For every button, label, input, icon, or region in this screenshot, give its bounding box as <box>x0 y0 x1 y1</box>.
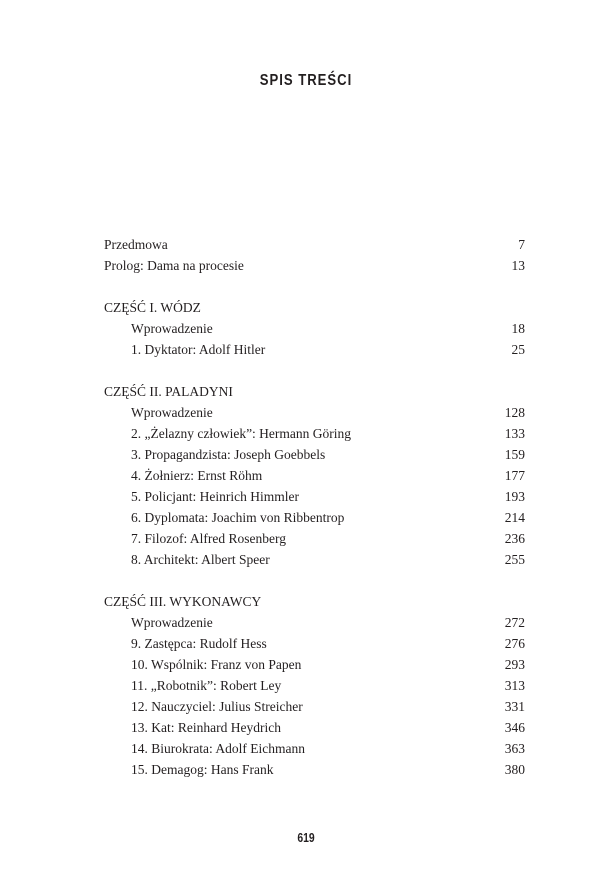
spacer <box>104 360 525 381</box>
toc-entry-label: 8. Architekt: Albert Speer <box>131 552 270 567</box>
table-of-contents <box>104 234 525 780</box>
toc-entry-label: 7. Filozof: Alfred Rosenberg <box>131 531 286 546</box>
toc-entry[interactable] <box>104 654 525 675</box>
toc-entry[interactable] <box>104 759 525 780</box>
toc-entry-page: 346 <box>504 720 525 735</box>
toc-entry-page: 25 <box>511 342 525 357</box>
part-heading-label: CZĘŚĆ I. WÓDZ <box>104 300 201 315</box>
toc-entry[interactable] <box>104 444 525 465</box>
toc-entry[interactable] <box>104 549 525 570</box>
toc-entry[interactable] <box>104 528 525 549</box>
toc-entry-label: 11. „Robotnik”: Robert Ley <box>131 678 282 693</box>
toc-entry-page: 272 <box>504 615 525 630</box>
toc-entry-label: Prolog: Dama na procesie <box>104 258 244 273</box>
toc-entry-label: Wprowadzenie <box>131 405 213 420</box>
toc-entry[interactable] <box>104 507 525 528</box>
toc-entry-label: 13. Kat: Reinhard Heydrich <box>131 720 281 735</box>
toc-entry-label: 15. Demagog: Hans Frank <box>131 762 274 777</box>
page-number: 619 <box>297 830 315 845</box>
toc-entry-label: 2. „Żelazny człowiek”: Hermann Göring <box>131 426 352 441</box>
toc-entry-label: Wprowadzenie <box>131 321 213 336</box>
part-heading-label: CZĘŚĆ II. PALADYNI <box>104 384 233 399</box>
toc-entry-label: 4. Żołnierz: Ernst Röhm <box>131 468 263 483</box>
toc-entry-page: 193 <box>504 489 525 504</box>
toc-entry-page: 331 <box>504 699 525 714</box>
spacer <box>104 276 525 297</box>
toc-entry-label: 10. Wspólnik: Franz von Papen <box>131 657 302 672</box>
toc-entry-page: 313 <box>504 678 525 693</box>
toc-entry-page: 128 <box>504 405 525 420</box>
toc-entry-label: Wprowadzenie <box>131 615 213 630</box>
toc-entry-page: 276 <box>504 636 525 651</box>
toc-entry-page: 214 <box>504 510 525 525</box>
toc-entry-page: 13 <box>511 258 525 273</box>
toc-entry[interactable] <box>104 318 525 339</box>
part-heading[interactable] <box>104 297 525 318</box>
toc-entry-page: 7 <box>518 237 525 252</box>
toc-entry-page: 18 <box>511 321 525 336</box>
toc-entry-page: 177 <box>504 468 525 483</box>
toc-entry[interactable] <box>104 465 525 486</box>
toc-entry[interactable] <box>104 255 525 276</box>
toc-entry-page: 293 <box>504 657 525 672</box>
toc-entry-page: 236 <box>504 531 525 546</box>
toc-entry[interactable] <box>104 486 525 507</box>
toc-entry-page: 380 <box>504 762 525 777</box>
toc-entry[interactable] <box>104 402 525 423</box>
toc-entry[interactable] <box>104 675 525 696</box>
toc-entry-page: 159 <box>504 447 525 462</box>
toc-entry-label: 1. Dyktator: Adolf Hitler <box>131 342 266 357</box>
part-heading-label: CZĘŚĆ III. WYKONAWCY <box>104 594 262 609</box>
toc-entry-label: 12. Nauczyciel: Julius Streicher <box>131 699 303 714</box>
toc-entry-page: 255 <box>504 552 525 567</box>
part-heading[interactable] <box>104 591 525 612</box>
toc-entry[interactable] <box>104 738 525 759</box>
toc-entry-label: 3. Propagandzista: Joseph Goebbels <box>131 447 326 462</box>
toc-entry[interactable] <box>104 612 525 633</box>
toc-entry-label: 5. Policjant: Heinrich Himmler <box>131 489 299 504</box>
toc-entry-label: 14. Biurokrata: Adolf Eichmann <box>131 741 305 756</box>
toc-entry[interactable] <box>104 717 525 738</box>
toc-entry[interactable] <box>104 696 525 717</box>
toc-entry-page: 363 <box>504 741 525 756</box>
toc-entry[interactable] <box>104 423 525 444</box>
toc-entry-page: 133 <box>504 426 525 441</box>
toc-entry-label: 6. Dyplomata: Joachim von Ribbentrop <box>131 510 345 525</box>
toc-entry-label: 9. Zastępca: Rudolf Hess <box>131 636 267 651</box>
toc-entry[interactable] <box>104 234 525 255</box>
toc-entry[interactable] <box>104 339 525 360</box>
spacer <box>104 570 525 591</box>
page-title: SPIS TREŚCI <box>259 72 353 89</box>
toc-entry-label: Przedmowa <box>104 237 168 252</box>
toc-entry[interactable] <box>104 633 525 654</box>
part-heading[interactable] <box>104 381 525 402</box>
